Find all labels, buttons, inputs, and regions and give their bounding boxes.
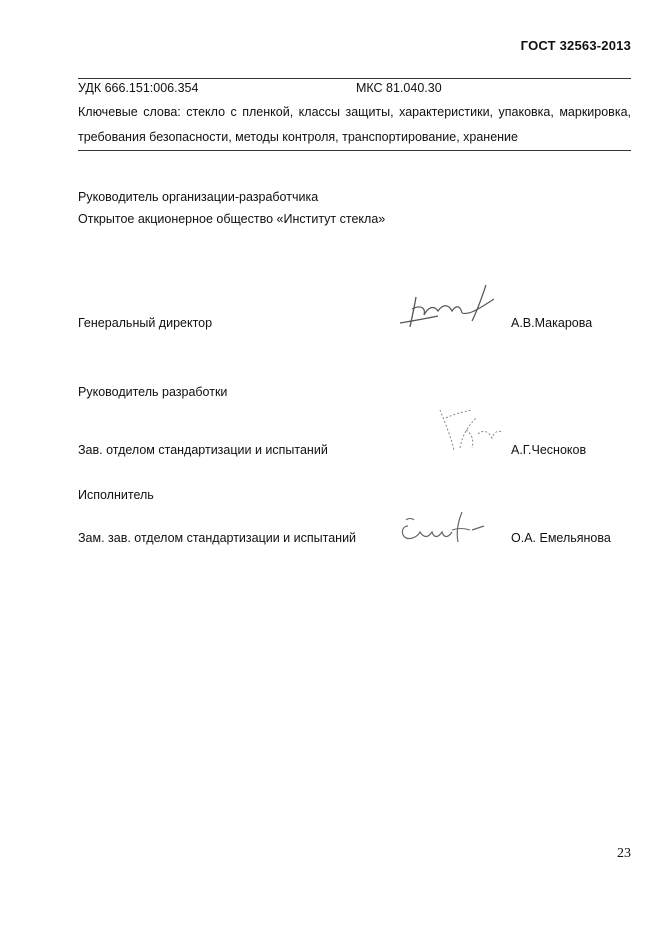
executor-signature	[398, 508, 490, 548]
director-name: А.В.Макарова	[511, 316, 593, 330]
mks-code: МКС 81.040.30	[356, 81, 442, 95]
executor-position: Зам. зав. отделом стандартизации и испытаний	[78, 531, 357, 545]
director-position: Генеральный директор	[78, 316, 213, 330]
keywords-paragraph: Ключевые слова: стекло с пленкой, классы защиты, характеристики, упаковка, маркировка, требования безопасности, методы контроля, транспортирование, хранение	[78, 105, 631, 144]
bottom-divider	[78, 150, 631, 151]
development-head-heading: Руководитель разработки	[78, 385, 228, 399]
executor-heading: Исполнитель	[78, 488, 154, 502]
org-name: Открытое акционерное общество «Институт стекла»	[78, 212, 386, 226]
dev-head-name: А.Г.Чесноков	[511, 443, 587, 457]
udc-code: УДК 666.151:006.354	[78, 81, 199, 95]
org-heading: Руководитель организации-разработчика	[78, 190, 319, 204]
top-divider	[78, 78, 631, 79]
standard-number: ГОСТ 32563-2013	[520, 38, 631, 53]
director-signature	[398, 283, 498, 333]
dev-head-position: Зав. отделом стандартизации и испытаний	[78, 443, 328, 457]
page-number: 23	[617, 846, 631, 861]
executor-name: О.А. Емельянова	[511, 531, 611, 545]
dev-head-signature	[432, 404, 506, 456]
